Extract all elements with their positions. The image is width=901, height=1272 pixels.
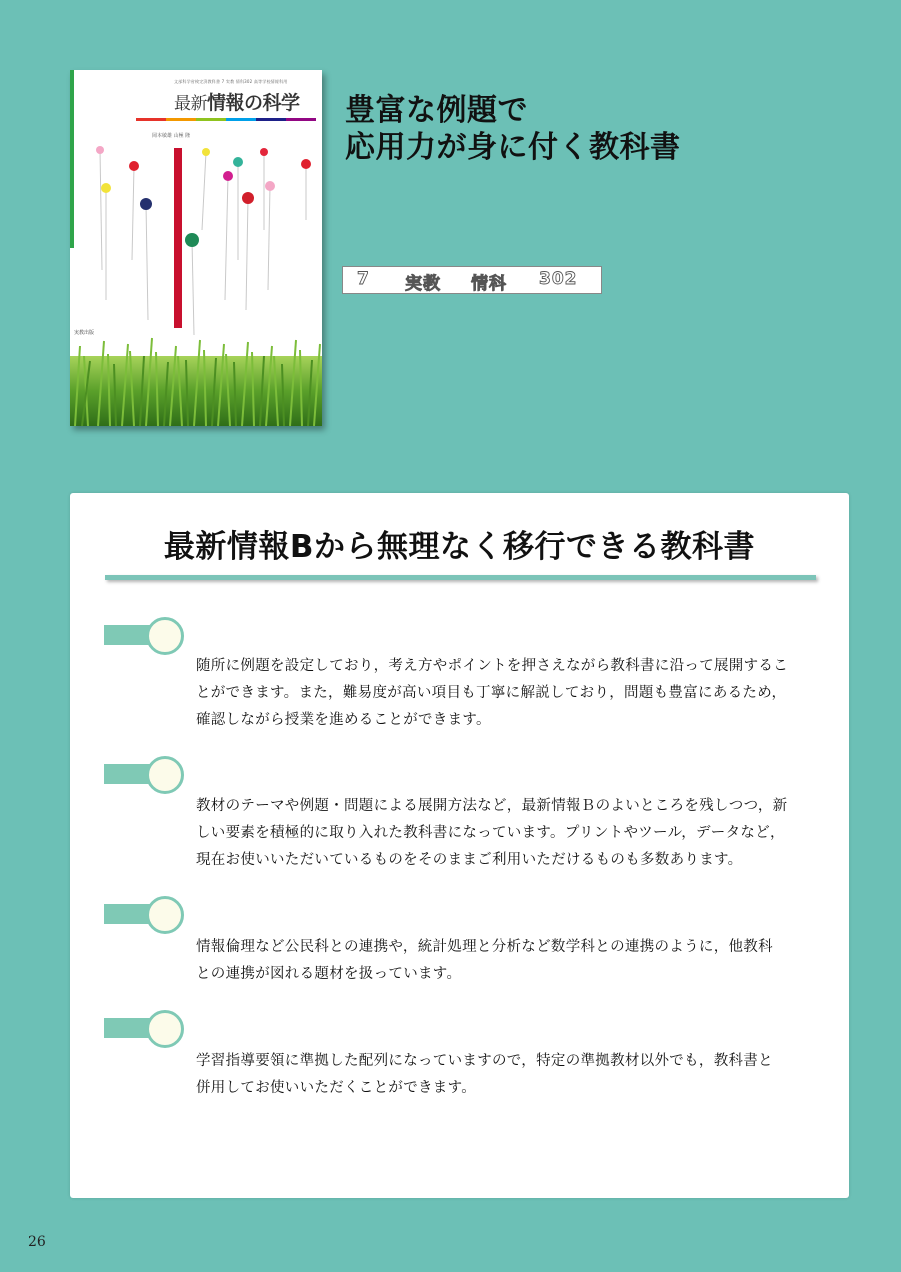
cover-approval-text: 文部科学省検定済教科書 7 実教 情科302 高等学校情報科用: [174, 79, 288, 84]
bullet-marker-1: [104, 617, 184, 655]
panel-title: 最新情報Bから無理なく移行できる教科書: [163, 529, 756, 565]
headline-line-1: 豊富な例題で: [345, 93, 528, 128]
cover-title: 最新情報の科学: [174, 92, 300, 114]
headline-line-2: 応用力が身に付く教科書: [345, 130, 681, 165]
feature-paragraph-2: 教材のテーマや例題・問題による展開方法など，最新情報Ｂのよいところを残しつつ，新 しい要素を積極的に取り入れた教科書になっています。プリントやツール，データなど， 現在お使いいただいているものをそのままご利用いただけるものも多数あります。: [196, 798, 788, 868]
cover-authors: 岡本敏雄 山極 隆: [152, 133, 191, 139]
page-number: 26: [28, 1234, 46, 1250]
code-number: 7: [357, 269, 370, 289]
title-underline: [105, 575, 816, 580]
bullet-marker-2: [104, 756, 184, 794]
bullet-marker-4: [104, 1010, 184, 1048]
bullet-marker-3: [104, 896, 184, 934]
feature-paragraph-3: 情報倫理など公民科との連携や，統計処理と分析など数学科との連携のように，他教科 との連携が図れる題材を扱っています。: [196, 939, 773, 982]
headline: [345, 92, 681, 166]
code-publisher: 実教: [405, 274, 441, 294]
code-subject: 情科: [471, 274, 507, 294]
book-cover: [70, 70, 322, 426]
feature-paragraph-4: 学習指導要領に準拠した配列になっていますので，特定の準拠教材以外でも，教科書と 併用してお使いいただくことができます。: [196, 1053, 773, 1096]
textbook-code-box: [342, 266, 602, 294]
feature-paragraph-1: 随所に例題を設定しており，考え方やポイントを押さえながら教科書に沿って展開するこ とができます。また，難易度が高い項目も丁寧に解説しており，問題も豊富にあるため， 確認しながら授業を進めることができます。: [196, 658, 788, 728]
cover-publisher: 実教出版: [74, 330, 95, 336]
cover-grass-image: [70, 326, 322, 426]
feature-panel: [70, 493, 849, 1198]
code-serial: 302: [539, 269, 578, 289]
